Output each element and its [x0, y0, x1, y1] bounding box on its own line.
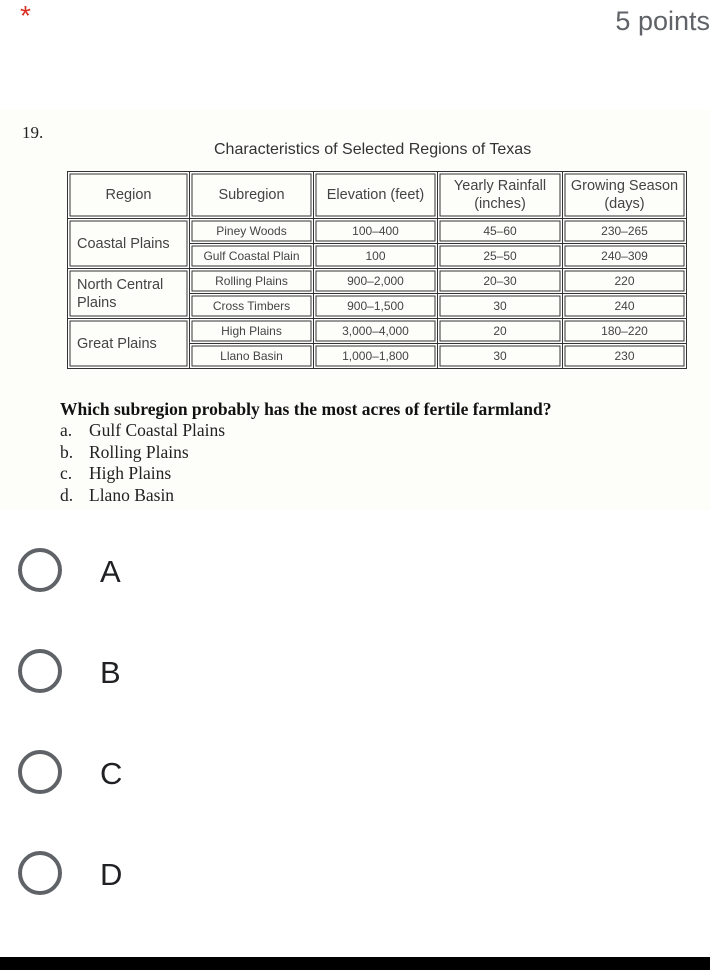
radio-button[interactable] — [18, 649, 62, 693]
rainfall-cell: 20 — [438, 319, 563, 344]
elevation-cell: 100–400 — [314, 219, 438, 244]
required-asterisk: * — [20, 0, 31, 31]
choice-item — [60, 463, 225, 485]
table-row — [68, 319, 687, 344]
question-number: 19. — [22, 123, 44, 142]
option-d[interactable] — [18, 849, 618, 909]
option-label[interactable]: B — [100, 655, 121, 690]
region-cell: North Central Plains — [68, 269, 190, 319]
column-header: Yearly Rainfall (inches) — [438, 172, 563, 219]
subregion-cell: Cross Timbers — [190, 294, 314, 319]
choice-text: Llano Basin — [89, 484, 175, 505]
season-cell: 240–309 — [563, 244, 687, 269]
choice-item — [60, 442, 225, 464]
season-cell: 230–265 — [563, 219, 687, 244]
column-header: Region — [68, 172, 190, 219]
regions-table — [67, 171, 687, 369]
rainfall-cell: 20–30 — [438, 269, 563, 294]
radio-button[interactable] — [18, 851, 62, 895]
elevation-cell: 100 — [314, 244, 438, 269]
question-image — [0, 110, 710, 510]
rainfall-cell: 30 — [438, 344, 563, 369]
region-cell: Great Plains — [68, 319, 190, 369]
rainfall-cell: 45–60 — [438, 219, 563, 244]
subregion-cell: Llano Basin — [190, 344, 314, 369]
choice-letter: c. — [60, 463, 73, 483]
region-cell: Coastal Plains — [68, 219, 190, 269]
table-caption: Characteristics of Selected Regions of Texas — [214, 141, 532, 158]
season-cell: 230 — [563, 344, 687, 369]
choice-letter: a. — [60, 420, 73, 440]
elevation-cell: 900–2,000 — [314, 269, 438, 294]
subregion-cell: Gulf Coastal Plain — [190, 244, 314, 269]
choice-text: High Plains — [89, 463, 172, 483]
subregion-cell: Rolling Plains — [190, 269, 314, 294]
rainfall-cell: 30 — [438, 294, 563, 319]
points-label: 5 points — [615, 6, 710, 36]
option-c[interactable] — [18, 748, 618, 808]
option-a[interactable] — [18, 546, 618, 606]
column-header: Subregion — [190, 172, 314, 219]
option-label[interactable]: D — [100, 857, 123, 892]
subregion-cell: High Plains — [190, 319, 314, 344]
choice-item — [60, 420, 225, 442]
bottom-bar — [0, 957, 710, 970]
rainfall-cell: 25–50 — [438, 244, 563, 269]
option-b[interactable] — [18, 647, 618, 707]
choice-text: Gulf Coastal Plains — [89, 420, 226, 440]
table-row — [68, 219, 687, 244]
option-label[interactable]: C — [100, 756, 123, 791]
radio-button[interactable] — [18, 750, 62, 794]
season-cell: 240 — [563, 294, 687, 319]
choice-letter: d. — [60, 484, 74, 505]
option-label[interactable]: A — [100, 554, 121, 589]
table-header-row — [68, 172, 687, 219]
elevation-cell: 3,000–4,000 — [314, 319, 438, 344]
question-prompt: Which subregion probably has the most acres of fertile farmland? — [60, 399, 552, 419]
choice-item — [60, 485, 225, 507]
subregion-cell: Piney Woods — [190, 219, 314, 244]
elevation-cell: 900–1,500 — [314, 294, 438, 319]
choice-text: Rolling Plains — [89, 441, 189, 462]
column-header: Elevation (feet) — [314, 172, 438, 219]
elevation-cell: 1,000–1,800 — [314, 344, 438, 369]
radio-button[interactable] — [18, 548, 62, 592]
answer-choices-list — [60, 420, 225, 506]
column-header: Growing Season (days) — [563, 172, 687, 219]
choice-letter: b. — [60, 441, 74, 462]
table-row — [68, 269, 687, 294]
season-cell: 180–220 — [563, 319, 687, 344]
season-cell: 220 — [563, 269, 687, 294]
